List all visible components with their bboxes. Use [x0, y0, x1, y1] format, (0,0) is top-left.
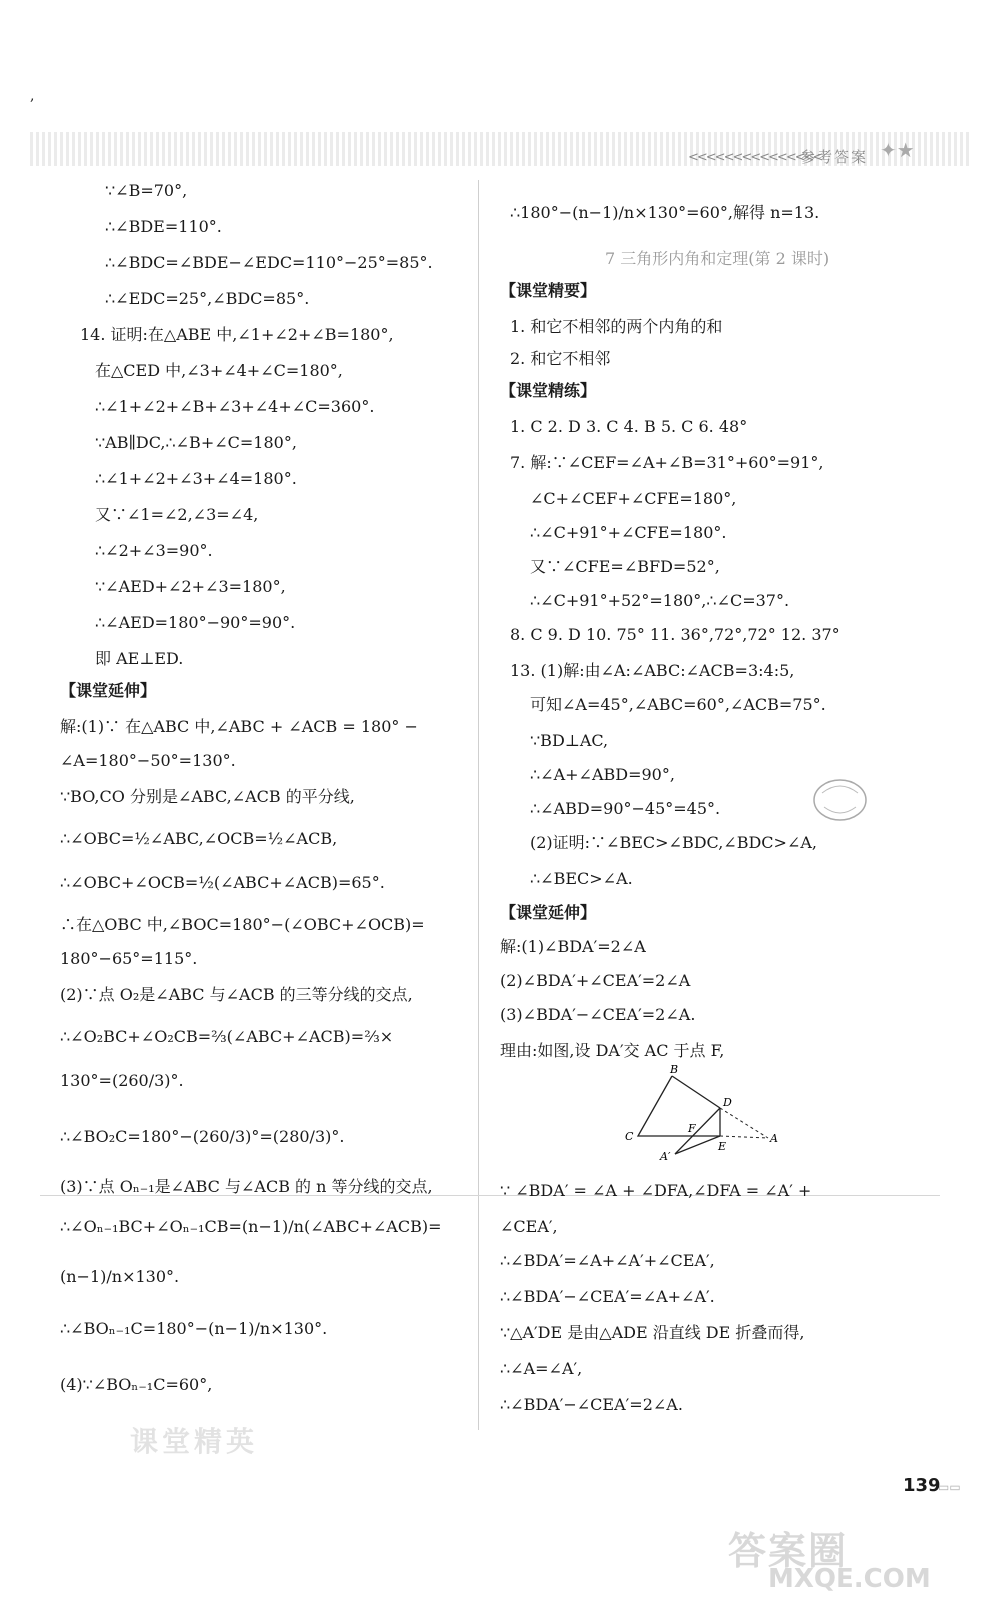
text-line: ∴∠Oₙ₋₁BC+∠Oₙ₋₁CB=(n−1)/n(∠ABC+∠ACB)=	[60, 1217, 442, 1236]
text-line: 理由:如图,设 DA′交 AC 于点 F,	[500, 1041, 725, 1060]
section-heading: 【课堂延伸】	[60, 681, 157, 700]
text-line: 在△CED 中,∠3+∠4+∠C=180°,	[95, 361, 343, 380]
geometry-figure	[620, 1062, 790, 1162]
text-line: ∵BD⊥AC,	[530, 731, 609, 750]
text-line: ∵AB∥DC,∴∠B+∠C=180°,	[95, 433, 297, 452]
text-line: ∴∠BDC=∠BDE−∠EDC=110°−25°=85°.	[105, 253, 433, 272]
text-line: ∴∠A=∠A′,	[500, 1359, 583, 1378]
text-line: (3)∵点 Oₙ₋₁是∠ABC 与∠ACB 的 n 等分线的交点,	[60, 1177, 433, 1196]
text-line: 1. C 2. D 3. C 4. B 5. C 6. 48°	[510, 417, 748, 436]
text-line: 2. 和它不相邻	[510, 349, 611, 368]
text-line: ∴∠BDE=110°.	[105, 217, 222, 236]
text-line: 130°=(260/3)°.	[60, 1071, 184, 1090]
text-line: ∠A=180°−50°=130°.	[60, 751, 236, 770]
figure-label-c: C	[625, 1130, 634, 1143]
figure-label-a: A	[770, 1132, 778, 1145]
text-line: (n−1)/n×130°.	[60, 1267, 180, 1286]
text-line: ∴∠A+∠ABD=90°,	[530, 765, 675, 784]
column-divider	[478, 180, 479, 1430]
watermark-left: 课堂精英	[130, 1425, 259, 1458]
text-line: 1. 和它不相邻的两个内角的和	[510, 317, 723, 336]
text-line: 14. 证明:在△ABE 中,∠1+∠2+∠B=180°,	[80, 325, 394, 344]
text-line: 即 AE⊥ED.	[95, 649, 184, 668]
text-line: ∴∠BOₙ₋₁C=180°−(n−1)/n×130°.	[60, 1319, 328, 1338]
corner-mark: ,	[30, 88, 35, 104]
star-icon: ✦★	[880, 138, 915, 162]
text-line: 8. C 9. D 10. 75° 11. 36°,72°,72° 12. 37°	[510, 625, 840, 644]
watermark-cn: 答案圈	[728, 1529, 849, 1573]
text-line: ∵△A′DE 是由△ADE 沿直线 DE 折叠而得,	[500, 1323, 805, 1342]
text-line: ∠C+∠CEF+∠CFE=180°,	[530, 489, 737, 508]
text-line: ∴∠BDA′−∠CEA′=∠A+∠A′.	[500, 1287, 715, 1306]
figure-label-d: D	[723, 1096, 732, 1109]
text-line: (2)证明:∵∠BEC>∠BDC,∠BDC>∠A,	[530, 833, 817, 852]
page-number: 139	[903, 1475, 941, 1496]
text-line: 可知∠A=45°,∠ABC=60°,∠ACB=75°.	[530, 695, 826, 714]
figure-label-a-prime: A′	[660, 1150, 671, 1162]
figure-label-f: F	[688, 1122, 696, 1135]
text-line: (2)∵点 O₂是∠ABC 与∠ACB 的三等分线的交点,	[60, 985, 413, 1004]
text-line: ∠CEA′,	[500, 1217, 558, 1236]
watermark-logo	[728, 1520, 973, 1592]
text-line: ∴在△OBC 中,∠BOC=180°−(∠OBC+∠OCB)=	[60, 915, 425, 934]
section-heading: 【课堂精练】	[500, 381, 597, 400]
text-line: ∵∠B=70°,	[105, 181, 188, 200]
section-heading: 【课堂延伸】	[500, 903, 597, 922]
text-line: 解:(1)∵ 在△ABC 中,∠ABC + ∠ACB = 180° −	[60, 717, 418, 736]
text-line: 7 三角形内角和定理(第 2 课时)	[605, 249, 830, 268]
text-line: ∴∠C+91°+52°=180°,∴∠C=37°.	[530, 591, 790, 610]
text-line: ∴∠1+∠2+∠B+∠3+∠4+∠C=360°.	[95, 397, 375, 416]
stamp-icon	[810, 775, 870, 825]
text-line: ∴∠OBC+∠OCB=½(∠ABC+∠ACB)=65°.	[60, 873, 385, 892]
text-line: 7. 解:∵∠CEF=∠A+∠B=31°+60°=91°,	[510, 453, 824, 472]
text-line: ∴∠EDC=25°,∠BDC=85°.	[105, 289, 310, 308]
text-line: ∵ ∠BDA′ = ∠A + ∠DFA,∠DFA = ∠A′ +	[500, 1181, 812, 1200]
figure-label-e: E	[718, 1140, 727, 1153]
header-title: 参考答案	[800, 148, 869, 166]
text-line: ∴∠ABD=90°−45°=45°.	[530, 799, 721, 818]
text-line: ∴∠BDA′=∠A+∠A′+∠CEA′,	[500, 1251, 715, 1270]
page-number-tail: ▭▭	[938, 1480, 961, 1494]
text-line: 13. (1)解:由∠A:∠ABC:∠ACB=3:4:5,	[510, 661, 795, 680]
text-line: (3)∠BDA′−∠CEA′=2∠A.	[500, 1005, 696, 1024]
text-line: ∴180°−(n−1)/n×130°=60°,解得 n=13.	[510, 203, 820, 222]
header-chevrons: <<<<<<<<<<<<<<<	[688, 150, 822, 165]
figure-label-b: B	[670, 1063, 679, 1076]
text-line: (4)∵∠BOₙ₋₁C=60°,	[60, 1375, 213, 1394]
text-line: ∴∠BO₂C=180°−(260/3)°=(280/3)°.	[60, 1127, 345, 1146]
text-line: ∵BO,CO 分别是∠ABC,∠ACB 的平分线,	[60, 787, 355, 806]
text-line: ∴∠BDA′−∠CEA′=2∠A.	[500, 1395, 683, 1414]
text-line: 又∵∠CFE=∠BFD=52°,	[530, 557, 720, 576]
text-line: 180°−65°=115°.	[60, 949, 198, 968]
text-line: (2)∠BDA′+∠CEA′=2∠A	[500, 971, 691, 990]
text-line: ∴∠O₂BC+∠O₂CB=⅔(∠ABC+∠ACB)=⅔×	[60, 1027, 394, 1046]
text-line: ∴∠1+∠2+∠3+∠4=180°.	[95, 469, 297, 488]
text-line: ∴∠AED=180°−90°=90°.	[95, 613, 296, 632]
text-line: ∵∠AED+∠2+∠3=180°,	[95, 577, 286, 596]
text-line: ∴∠2+∠3=90°.	[95, 541, 213, 560]
text-line: 又∵∠1=∠2,∠3=∠4,	[95, 505, 259, 524]
text-line: ∴∠C+91°+∠CFE=180°.	[530, 523, 727, 542]
watermark-en: MXQE.COM	[768, 1564, 931, 1594]
text-line: ∴∠BEC>∠A.	[530, 869, 633, 888]
section-heading: 【课堂精要】	[500, 281, 597, 300]
text-line: ∴∠OBC=½∠ABC,∠OCB=½∠ACB,	[60, 829, 338, 848]
text-line: 解:(1)∠BDA′=2∠A	[500, 937, 646, 956]
